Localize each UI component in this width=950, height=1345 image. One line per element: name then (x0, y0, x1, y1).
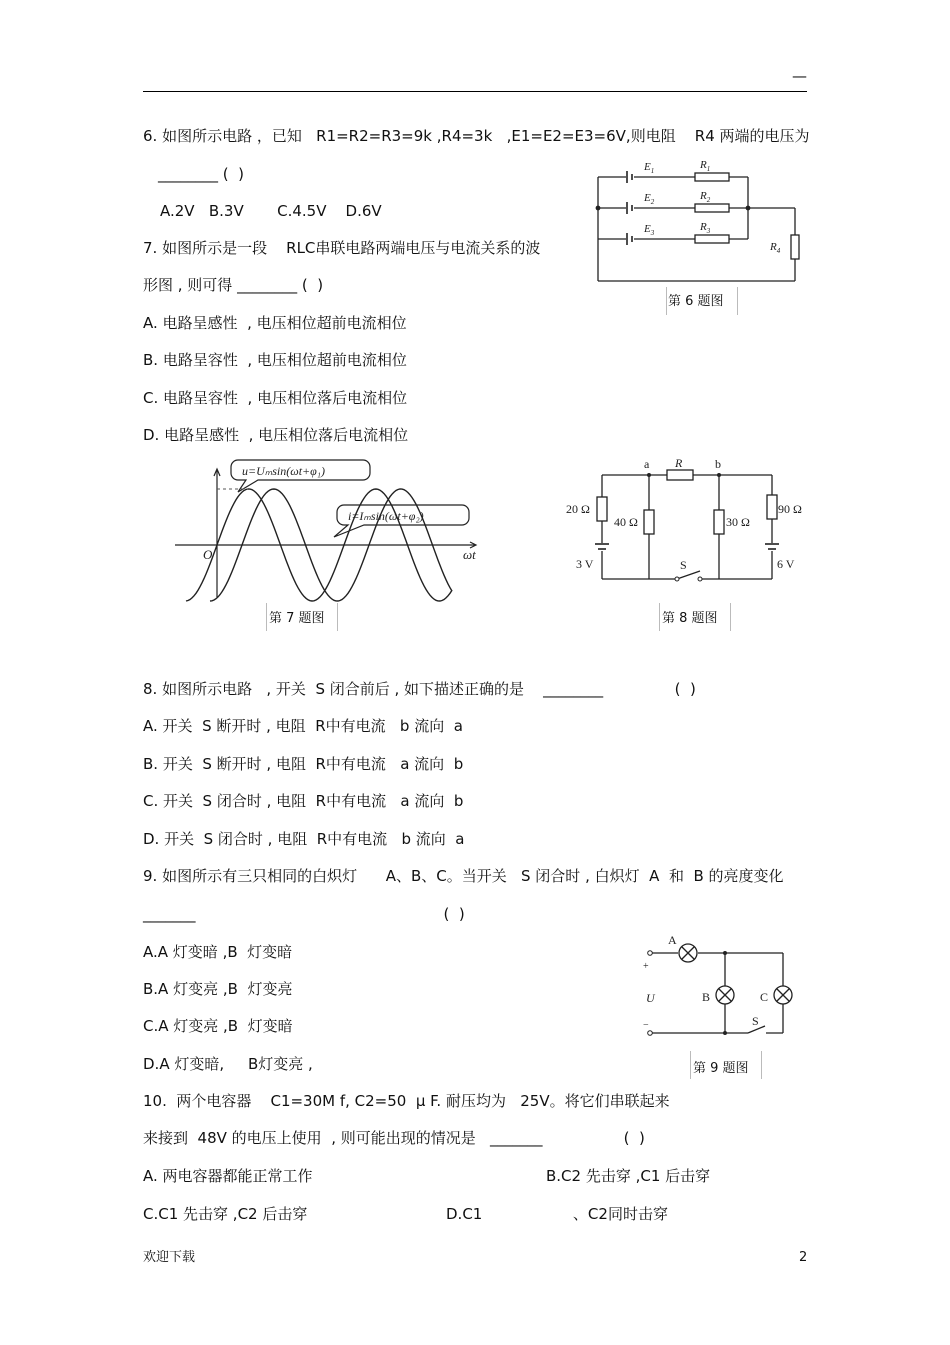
q7-option-c: C. 电路呈容性 , 电压相位落后电流相位 (143, 389, 408, 407)
q10-option-d: D.C1 、C2同时击穿 (446, 1205, 668, 1223)
q7-line2: 形图 , 则可得 ________ ( ) (143, 276, 324, 294)
fig8-r30-label: 30 Ω (726, 515, 750, 529)
svg-text:R1 (699, 159, 710, 173)
q8-option-a: A. 开关 S 断开时 , 电阻 R中有电流 b 流向 a (143, 717, 463, 735)
fig8-r90-label: 90 Ω (778, 502, 802, 516)
q6-blank: ________ ( ) (158, 165, 245, 183)
q9-option-c: C.A 灯变亮 ,B 灯变暗 (143, 1017, 293, 1035)
svg-text:R4 (769, 241, 781, 255)
fig9-u-label: U (646, 991, 655, 1005)
fig8-node-a: a (644, 457, 650, 471)
figure-9-caption: 第 9 题图 (693, 1061, 749, 1076)
page-number: 2 (799, 1250, 808, 1265)
fig6-r2-label: R (700, 190, 707, 202)
svg-text:R2 (699, 190, 711, 204)
q8-stem: 8. 如图所示电路 , 开关 S 闭合前后 , 如下描述正确的是 ________ ( ) (143, 680, 696, 698)
fig6-r4-label: R (770, 241, 777, 253)
svg-text:E2 (643, 192, 655, 206)
fig6-e2-label: E (644, 192, 651, 204)
figure-6-caption: 第 6 题图 (668, 294, 724, 309)
fig7-u-label: u=Uₘsin(ωt+φ₁) (242, 464, 325, 478)
figure-7-caption: 第 7 题图 (269, 611, 325, 626)
svg-text:R3 (699, 221, 711, 235)
fig8-r-label: R (675, 456, 683, 470)
figure-9-circuit (638, 932, 808, 1042)
q9-blank: _______ ( ) (143, 905, 465, 923)
fig6-e3-sub: 3 (650, 229, 655, 237)
fig6-r1-label: R (700, 159, 707, 171)
q7-line1: 7. 如图所示是一段 RLC串联电路两端电压与电流关系的波 (143, 239, 541, 257)
q9-stem: 9. 如图所示有三只相同的白炽灯 A、B、C。当开关 S 闭合时 , 白炽灯 A 和 B 的亮度变化 (143, 867, 784, 885)
fig8-v6-label: 6 V (777, 557, 795, 571)
svg-text:E3 (643, 223, 655, 237)
q10-option-b: B.C2 先击穿 ,C1 后击穿 (546, 1167, 711, 1185)
fig6-e1-sub: 1 (650, 167, 655, 175)
fig6-r3-sub: 3 (706, 227, 711, 235)
fig8-r40-label: 40 Ω (614, 515, 638, 529)
fig8-switch-label: S (680, 558, 687, 572)
fig6-r3-label: R (700, 221, 707, 233)
q10-stem: 10. 两个电容器 C1=30M f, C2=50 μ F. 耐压均为 25V。将它们串联起来 (143, 1092, 670, 1110)
q9-option-b: B.A 灯变亮 ,B 灯变亮 (143, 980, 293, 998)
fig9-plus-label: + (643, 961, 649, 972)
figure-6-circuit (590, 155, 800, 285)
fig7-axis-label: ωt (463, 547, 476, 562)
fig6-r1-sub: 1 (706, 165, 711, 173)
fig6-e2-sub: 2 (650, 198, 655, 206)
q10-line2: 来接到 48V 的电压上使用 , 则可能出现的情况是 _______ ( ) (143, 1129, 645, 1147)
q6-stem: 6. 如图所示电路 ，已知 R1=R2=R3=9k ,R4=3k ,E1=E2=E3=6V,则电阻 R4 两端的电压为 (143, 127, 810, 145)
q8-option-b: B. 开关 S 断开时 , 电阻 R中有电流 a 流向 b (143, 755, 464, 773)
q7-option-b: B. 电路呈容性 , 电压相位超前电流相位 (143, 351, 407, 369)
figure-8-caption: 第 8 题图 (662, 611, 718, 626)
fig9-switch-label: S (752, 1014, 759, 1028)
fig9-lamp-b-label: B (702, 990, 711, 1004)
fig9-minus-label: − (643, 1020, 649, 1031)
q9-option-d: D.A 灯变暗, B灯变亮 , (143, 1055, 313, 1073)
q8-option-c: C. 开关 S 闭合时 , 电阻 R中有电流 a 流向 b (143, 792, 464, 810)
header-rule (143, 91, 807, 92)
fig9-lamp-a-label: A (668, 933, 677, 947)
q8-option-d: D. 开关 S 闭合时 , 电阻 R中有电流 b 流向 a (143, 830, 465, 848)
fig8-node-b: b (715, 457, 721, 471)
fig6-r4-sub: 4 (776, 247, 781, 255)
footer-left: 欢迎下载 (143, 1250, 196, 1265)
fig9-lamp-c-label: C (760, 990, 769, 1004)
q7-option-a: A. 电路呈感性 , 电压相位超前电流相位 (143, 314, 407, 332)
q9-option-a: A.A 灯变暗 ,B 灯变暗 (143, 943, 293, 961)
fig7-i-label: i=Iₘsin(ωt+φ₂) (348, 509, 424, 523)
fig8-v3-label: 3 V (576, 557, 594, 571)
header-mark: — (792, 67, 807, 85)
q7-option-d: D. 电路呈感性 , 电压相位落后电流相位 (143, 426, 409, 444)
fig6-r2-sub: 2 (706, 196, 711, 204)
svg-text:E1 (643, 161, 654, 175)
fig7-origin-label: O (203, 547, 213, 562)
fig6-e1-label: E (644, 161, 651, 173)
figure-7-waveform (170, 455, 490, 605)
figure-8-circuit (560, 455, 810, 585)
q6-options: A.2V B.3V C.4.5V D.6V (160, 202, 382, 220)
q10-option-c: C.C1 先击穿 ,C2 后击穿 (143, 1205, 308, 1223)
fig6-e3-label: E (644, 223, 651, 235)
q10-option-a: A. 两电容器都能正常工作 (143, 1167, 313, 1185)
fig8-r20-label: 20 Ω (566, 502, 590, 516)
